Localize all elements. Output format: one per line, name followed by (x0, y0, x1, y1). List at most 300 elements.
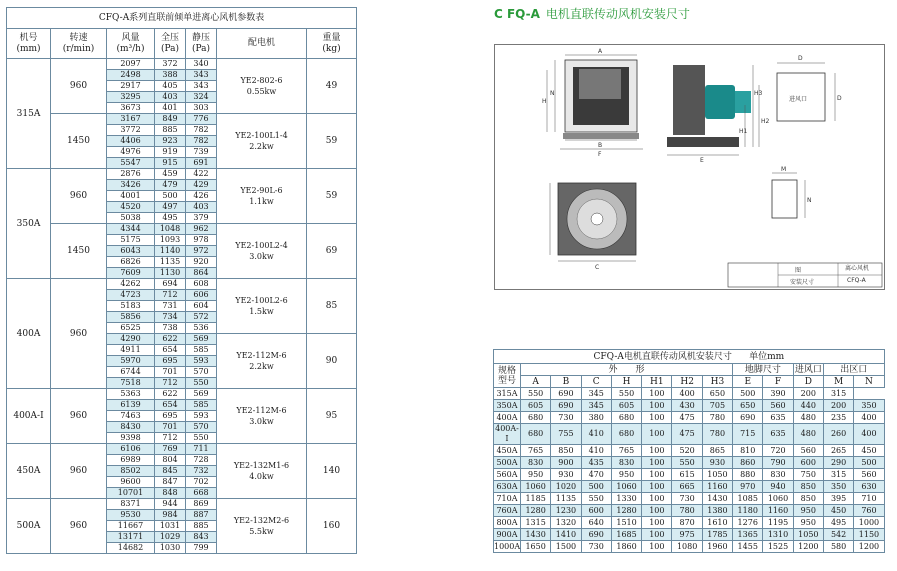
static-pressure-value: 593 (186, 411, 217, 422)
table-row (7, 499, 357, 510)
static-pressure-value: 593 (186, 356, 217, 367)
dimension-value: 100 (642, 469, 672, 481)
header-foot: 地脚尺寸 (733, 364, 794, 376)
dimension-value: 940 (763, 481, 793, 493)
dimension-value: 930 (702, 457, 732, 469)
dimension-value: 1180 (733, 505, 763, 517)
table-title: CFQ-A系列直联前倾单进离心风机参数表 (7, 8, 357, 29)
dimension-value: 560 (854, 469, 884, 481)
total-pressure-value: 1130 (155, 268, 186, 279)
flow-value: 6525 (107, 323, 155, 334)
table-row (7, 59, 357, 70)
flow-value: 4001 (107, 191, 155, 202)
dimension-value: 100 (642, 481, 672, 493)
weight-cell: 69 (307, 224, 357, 279)
total-pressure-value: 694 (155, 279, 186, 290)
dimension-value: 100 (642, 505, 672, 517)
flow-value: 4976 (107, 147, 155, 158)
spec-cell: 315A (494, 388, 521, 400)
dimension-value: 900 (551, 457, 581, 469)
weight-cell: 85 (307, 279, 357, 334)
dimension-value: 1280 (521, 505, 551, 517)
dimension-value: 830 (763, 469, 793, 481)
spec-cell: 630A (494, 481, 521, 493)
dimension-value: 930 (551, 469, 581, 481)
total-pressure-value: 701 (155, 422, 186, 433)
dimension-value: 730 (581, 541, 611, 553)
dim-e: E (700, 157, 704, 164)
dimension-value: 600 (793, 457, 823, 469)
static-pressure-value: 702 (186, 477, 217, 488)
dimension-value: 780 (702, 424, 732, 445)
static-pressure-value: 379 (186, 213, 217, 224)
dimension-value: 1430 (702, 493, 732, 505)
spec-cell: 500A (494, 457, 521, 469)
dimension-value: 410 (581, 424, 611, 445)
dimension-value: 665 (672, 481, 702, 493)
flow-value: 6043 (107, 246, 155, 257)
speed-cell: 960 (51, 169, 107, 224)
dimension-value: 100 (642, 457, 672, 469)
spec-cell: 560A (494, 469, 521, 481)
dimension-value: 100 (642, 541, 672, 553)
flow-value: 5547 (107, 158, 155, 169)
dimension-value: 400 (854, 412, 884, 424)
static-pressure-value: 887 (186, 510, 217, 521)
header-static-pressure: 静压 (Pa) (186, 29, 217, 59)
static-pressure-value: 864 (186, 268, 217, 279)
dimension-value: 345 (581, 388, 611, 400)
title-prefix: C FQ-A (494, 7, 540, 21)
spec-cell: 900A (494, 529, 521, 541)
flow-value: 3426 (107, 180, 155, 191)
static-pressure-value: 569 (186, 389, 217, 400)
speed-cell: 960 (51, 59, 107, 114)
dimension-value: 440 (793, 400, 823, 412)
outlet-view (777, 63, 835, 121)
dimension-value: 1050 (702, 469, 732, 481)
dimension-value: 870 (672, 517, 702, 529)
model-cell: 500A (7, 499, 51, 554)
dimension-value: 720 (763, 445, 793, 457)
dimension-value: 550 (581, 493, 611, 505)
dimension-value: 350 (854, 400, 884, 412)
flow-value: 5856 (107, 312, 155, 323)
motor-cell: YE2-100L2-6 1.5kw (217, 279, 307, 334)
dimension-value: 635 (763, 412, 793, 424)
motor-cell: YE2-90L-6 1.1kw (217, 169, 307, 224)
dimension-value: 605 (611, 400, 641, 412)
total-pressure-value: 497 (155, 202, 186, 213)
static-pressure-value: 343 (186, 70, 217, 81)
dimension-value: 1195 (763, 517, 793, 529)
dimension-value: 1060 (611, 481, 641, 493)
column-header: E (733, 376, 763, 388)
column-header: C (581, 376, 611, 388)
dim-h3: H3 (754, 90, 763, 97)
static-pressure-value: 728 (186, 455, 217, 466)
total-pressure-value: 731 (155, 301, 186, 312)
flow-value: 2876 (107, 169, 155, 180)
dimension-value: 1050 (793, 529, 823, 541)
dimension-value: 1500 (551, 541, 581, 553)
total-pressure-value: 1029 (155, 532, 186, 543)
dimension-value: 1160 (763, 505, 793, 517)
static-pressure-value: 536 (186, 323, 217, 334)
dimension-value: 600 (581, 505, 611, 517)
dimension-value: 705 (702, 400, 732, 412)
dimension-value: 1610 (702, 517, 732, 529)
dimension-value: 830 (611, 457, 641, 469)
table-row (494, 469, 885, 481)
dimension-value: 810 (733, 445, 763, 457)
dimension-value: 975 (672, 529, 702, 541)
dimension-value: 200 (793, 388, 823, 400)
total-pressure-value: 695 (155, 356, 186, 367)
flow-value: 8502 (107, 466, 155, 477)
flow-value: 14682 (107, 543, 155, 554)
weight-cell: 160 (307, 499, 357, 554)
dimension-value: 1410 (551, 529, 581, 541)
dimension-value: 100 (642, 493, 672, 505)
dimension-value: 880 (733, 469, 763, 481)
model-cell: 350A (7, 169, 51, 279)
total-pressure-value: 769 (155, 444, 186, 455)
flow-value: 8430 (107, 422, 155, 433)
dimension-value: 950 (521, 469, 551, 481)
motor-shape (705, 85, 735, 119)
column-header: F (763, 376, 793, 388)
dimension-value: 315 (823, 469, 853, 481)
flow-value: 3772 (107, 125, 155, 136)
dim-c: C (595, 264, 600, 271)
dim-h: H (542, 98, 547, 105)
dimension-value: 1085 (733, 493, 763, 505)
dimension-value: 1785 (702, 529, 732, 541)
dimension-value: 550 (672, 457, 702, 469)
spec-cell: 800A (494, 517, 521, 529)
static-pressure-value: 962 (186, 224, 217, 235)
total-pressure-value: 372 (155, 59, 186, 70)
dimension-value: 290 (823, 457, 853, 469)
dimension-value: 100 (642, 517, 672, 529)
dimension-value: 760 (854, 505, 884, 517)
static-pressure-value: 569 (186, 334, 217, 345)
speed-cell: 960 (51, 499, 107, 554)
total-pressure-value: 804 (155, 455, 186, 466)
dimension-value: 730 (672, 493, 702, 505)
table-row (7, 389, 357, 400)
dimension-value: 350 (823, 481, 853, 493)
spec-cell: 400A (494, 412, 521, 424)
inlet-view (772, 173, 805, 218)
spec-cell: 400A-I (495, 424, 519, 443)
total-pressure-value: 1140 (155, 246, 186, 257)
dimension-rows (494, 388, 885, 553)
dimension-value: 690 (733, 412, 763, 424)
flow-value: 6989 (107, 455, 155, 466)
weight-cell: 140 (307, 444, 357, 499)
dimension-value: 690 (551, 388, 581, 400)
install-dimension-table (493, 349, 884, 553)
motor-cell: YE2-112M-6 2.2kw (217, 334, 307, 389)
static-pressure-value: 843 (186, 532, 217, 543)
dimension-value: 630 (854, 481, 884, 493)
table-row (494, 388, 885, 400)
model-cell: 450A (7, 444, 51, 499)
header-total-pressure: 全压 (Pa) (155, 29, 186, 59)
dimension-value: 830 (521, 457, 551, 469)
total-pressure-value: 848 (155, 488, 186, 499)
dimension-value: 265 (823, 445, 853, 457)
table-row (494, 445, 885, 457)
dim-d-top: D (798, 55, 803, 62)
title-block-name: CFQ-A (847, 277, 866, 284)
dimension-value: 100 (642, 412, 672, 424)
speed-cell: 960 (51, 389, 107, 444)
total-pressure-value: 738 (155, 323, 186, 334)
spec-cell: 350A (494, 400, 521, 412)
dimension-value: 1685 (611, 529, 641, 541)
dimension-value: 550 (521, 388, 551, 400)
table-row (494, 529, 885, 541)
column-header: H (611, 376, 641, 388)
dimension-value: 680 (521, 412, 551, 424)
static-pressure-value: 608 (186, 279, 217, 290)
header-outer: 外 形 (521, 364, 733, 376)
static-pressure-value: 739 (186, 147, 217, 158)
dimension-value: 315 (823, 388, 853, 400)
dimension-value: 550 (611, 388, 641, 400)
weight-cell: 49 (307, 59, 357, 114)
flow-value: 2097 (107, 59, 155, 70)
installation-drawing (494, 44, 885, 290)
static-pressure-value: 869 (186, 499, 217, 510)
drawing-svg (495, 45, 884, 289)
dimension-value: 650 (702, 388, 732, 400)
dimension-value: 1276 (733, 517, 763, 529)
dimension-value: 765 (611, 445, 641, 457)
total-pressure-value: 622 (155, 334, 186, 345)
total-pressure-value: 923 (155, 136, 186, 147)
total-pressure-value: 695 (155, 411, 186, 422)
static-pressure-value: 303 (186, 103, 217, 114)
flow-value: 7463 (107, 411, 155, 422)
total-pressure-value: 845 (155, 466, 186, 477)
total-pressure-value: 847 (155, 477, 186, 488)
dimension-value: 400 (672, 388, 702, 400)
flow-value: 6139 (107, 400, 155, 411)
spec-cell: 1000A (494, 541, 521, 551)
dim-a: A (598, 48, 603, 55)
static-pressure-value: 711 (186, 444, 217, 455)
flow-value: 6826 (107, 257, 155, 268)
column-header: B (551, 376, 581, 388)
dimension-value: 1150 (854, 529, 884, 541)
dimension-value: 345 (581, 400, 611, 412)
static-pressure-value: 426 (186, 191, 217, 202)
static-pressure-value: 570 (186, 367, 217, 378)
table-row (494, 481, 885, 493)
flow-value: 4290 (107, 334, 155, 345)
static-pressure-value: 429 (186, 180, 217, 191)
dimension-value: 1455 (733, 541, 763, 553)
title-block-top: 离心风机 (845, 265, 870, 272)
dim-h1: H1 (739, 128, 748, 135)
dimension-value: 1200 (793, 541, 823, 553)
parameter-rows (7, 59, 357, 554)
dimension-value: 715 (733, 424, 763, 445)
dimension-value: 500 (581, 481, 611, 493)
flow-value: 9398 (107, 433, 155, 444)
dim-n2: N (807, 197, 812, 204)
dimension-value: 850 (793, 481, 823, 493)
total-pressure-value: 1030 (155, 543, 186, 554)
total-pressure-value: 479 (155, 180, 186, 191)
dimension-value: 100 (642, 445, 672, 457)
dimension-value: 450 (854, 445, 884, 457)
flow-value: 4406 (107, 136, 155, 147)
static-pressure-value: 570 (186, 422, 217, 433)
dimension-value: 380 (581, 412, 611, 424)
flow-value: 3673 (107, 103, 155, 114)
dimension-value: 850 (793, 493, 823, 505)
dimension-value: 200 (823, 400, 853, 412)
dimension-value: 970 (733, 481, 763, 493)
flow-value: 4911 (107, 345, 155, 356)
total-pressure-value: 495 (155, 213, 186, 224)
static-pressure-value: 782 (186, 125, 217, 136)
static-pressure-value: 422 (186, 169, 217, 180)
dimension-value: 520 (672, 445, 702, 457)
dimension-value: 1280 (611, 505, 641, 517)
dimension-value: 1650 (521, 541, 551, 553)
static-pressure-value: 572 (186, 312, 217, 323)
dimension-value: 470 (581, 469, 611, 481)
dimension-value: 1960 (702, 541, 732, 553)
dim-n: N (550, 90, 555, 97)
dimension-value: 1380 (702, 505, 732, 517)
motor-cell: YE2-132M1-6 4.0kw (217, 444, 307, 499)
total-pressure-value: 459 (155, 169, 186, 180)
model-cell: 400A-I (7, 389, 51, 444)
dimension-value: 475 (672, 412, 702, 424)
dimension-value: 1310 (763, 529, 793, 541)
header-speed: 转速 (r/min) (51, 29, 107, 59)
dimension-value: 495 (823, 517, 853, 529)
dimension-value: 615 (672, 469, 702, 481)
dimension-value: 710 (854, 493, 884, 505)
flow-value: 4520 (107, 202, 155, 213)
flow-value: 13171 (107, 532, 155, 543)
dimension-value: 730 (551, 412, 581, 424)
dimension-value: 860 (733, 457, 763, 469)
flow-value: 10701 (107, 488, 155, 499)
dimension-value: 1160 (702, 481, 732, 493)
static-pressure-value: 776 (186, 114, 217, 125)
total-pressure-value: 500 (155, 191, 186, 202)
dimension-value: 1230 (551, 505, 581, 517)
total-pressure-value: 712 (155, 290, 186, 301)
table-row (7, 169, 357, 180)
static-pressure-value: 403 (186, 202, 217, 213)
dimension-value: 390 (763, 388, 793, 400)
column-header: H1 (642, 376, 672, 388)
flow-value: 4344 (107, 224, 155, 235)
table-row (494, 541, 885, 553)
weight-cell: 90 (307, 334, 357, 389)
static-pressure-value: 343 (186, 81, 217, 92)
dimension-value: 450 (823, 505, 853, 517)
static-pressure-value: 782 (186, 136, 217, 147)
dimension-value: 1320 (551, 517, 581, 529)
dimension-value: 750 (793, 469, 823, 481)
flow-value: 3167 (107, 114, 155, 125)
static-pressure-value: 978 (186, 235, 217, 246)
dimension-value: 1060 (521, 481, 551, 493)
dimension-value: 690 (551, 400, 581, 412)
dimension-value: 395 (823, 493, 853, 505)
flow-value: 5970 (107, 356, 155, 367)
dimension-value: 850 (551, 445, 581, 457)
static-pressure-value: 972 (186, 246, 217, 257)
spec-cell: 760A (494, 505, 521, 517)
total-pressure-value: 984 (155, 510, 186, 521)
dimension-value: 780 (702, 412, 732, 424)
dimension-value: 1185 (521, 493, 551, 505)
table-row (494, 457, 885, 469)
total-pressure-value: 405 (155, 81, 186, 92)
motor-cell: YE2-132M2-6 5.5kw (217, 499, 307, 554)
dimension-value: 410 (581, 445, 611, 457)
dimension-value: 500 (733, 388, 763, 400)
dim-d-side: D (837, 95, 842, 102)
flow-value: 2498 (107, 70, 155, 81)
flow-value: 4262 (107, 279, 155, 290)
column-header: A (521, 376, 551, 388)
weight-cell: 95 (307, 389, 357, 444)
total-pressure-value: 654 (155, 345, 186, 356)
title-block-sub: 安装尺寸 (790, 279, 815, 286)
inlet-front-view (550, 183, 636, 261)
flow-value: 9530 (107, 510, 155, 521)
flow-value: 5183 (107, 301, 155, 312)
dim-m: M (781, 166, 787, 173)
total-pressure-value: 654 (155, 400, 186, 411)
dim-h2: H2 (761, 118, 770, 125)
table-row (7, 444, 357, 455)
column-header: N (854, 376, 884, 388)
header-spec: 规格 型号 (494, 364, 521, 388)
dimension-value: 480 (793, 424, 823, 445)
total-pressure-value: 1048 (155, 224, 186, 235)
dimension-value: 100 (642, 424, 672, 445)
dimension-value: 260 (823, 424, 853, 445)
dimension-value: 580 (823, 541, 853, 553)
total-pressure-value: 712 (155, 378, 186, 389)
dimension-value: 1000 (854, 517, 884, 529)
table-row (494, 505, 885, 517)
speed-cell: 1450 (51, 114, 107, 169)
flow-value: 6106 (107, 444, 155, 455)
static-pressure-value: 885 (186, 521, 217, 532)
model-cell: 400A (7, 279, 51, 389)
motor-cell: YE2-100L1-4 2.2kw (217, 114, 307, 169)
table-row (494, 424, 885, 445)
dimension-value: 1135 (551, 493, 581, 505)
dimension-value: 100 (642, 388, 672, 400)
dimension-value: 1200 (854, 541, 884, 553)
